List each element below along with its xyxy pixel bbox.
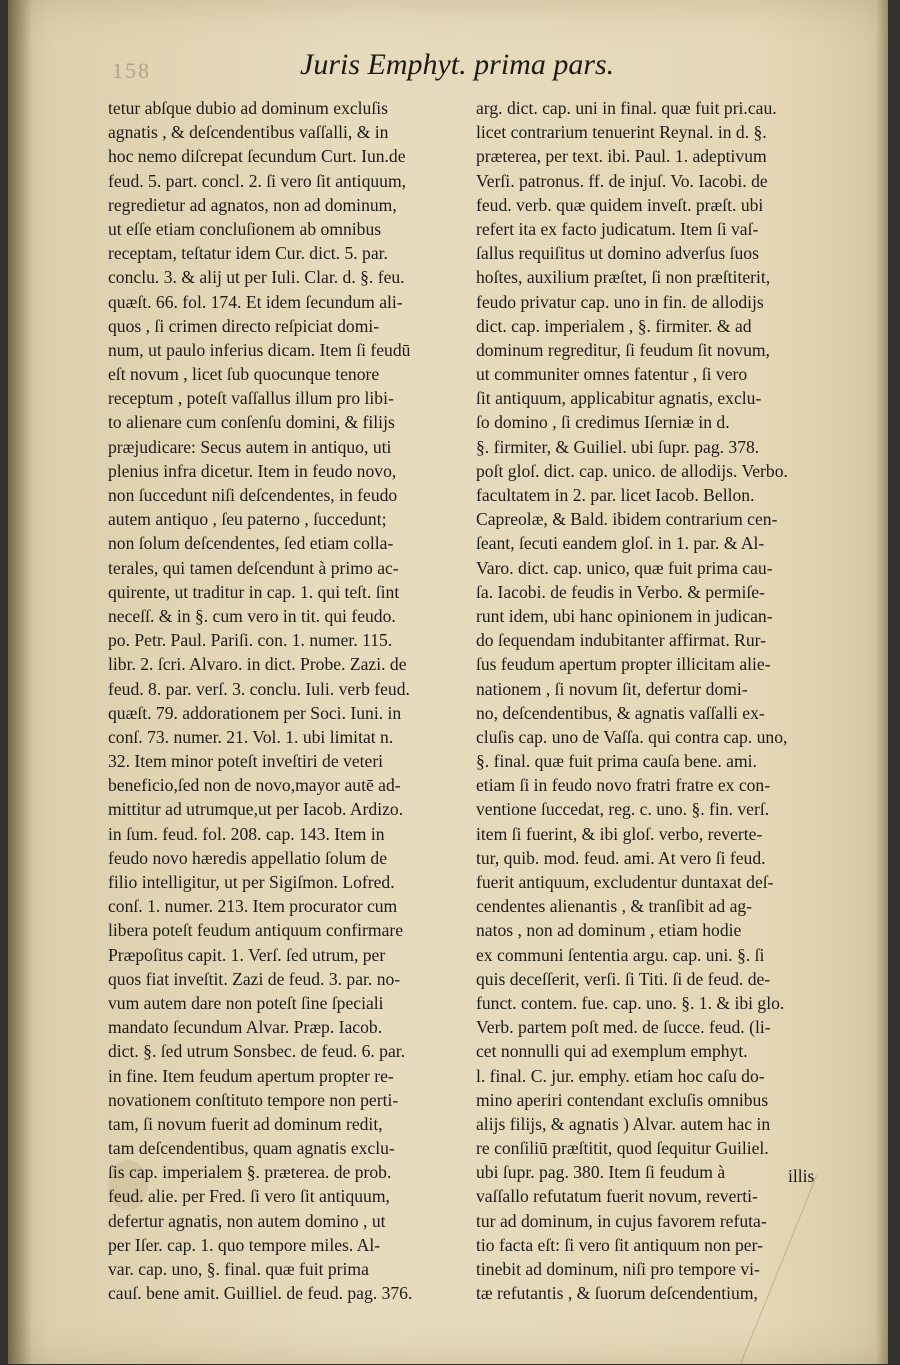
text-line: agnatis , & deſcendentibus vaſſalli, & in: [108, 122, 389, 143]
gutter-shadow: [8, 0, 32, 1364]
text-line: receptam, teſtatur idem Cur. dict. 5. par.: [108, 243, 388, 264]
text-line: quos fiat inveſtit. Zazi de feud. 3. par. no-: [108, 968, 401, 989]
text-line: eſt novum , licet ſub quocunque tenore: [108, 364, 380, 385]
text-line: feud. 5. part. concl. 2. ſi vero ſit antiquum,: [108, 170, 407, 191]
text-line: vaſſallo refutatum fuerit novum, reverti-: [476, 1186, 758, 1207]
text-line: receptum , poteſt vaſſallus illum pro libi-: [108, 388, 394, 409]
left-text-column: [108, 96, 480, 1305]
text-line: funct. contem. fue. cap. uno. §. 1. & ibi glo.: [476, 992, 785, 1013]
text-line: neceſſ. & in §. cum vero in tit. qui feudo.: [108, 605, 396, 626]
text-line: poſt gloſ. dict. cap. unico. de allodijs. Verbo.: [476, 460, 788, 481]
text-line: Verſi. patronus. ff. de injuſ. Vo. Iacobi. de: [476, 170, 768, 191]
text-line: nationem , ſi novum ſit, defertur domi-: [476, 678, 748, 699]
text-line: cauſ. bene amit. Guilliel. de feud. pag. 376.: [108, 1283, 413, 1304]
text-line: ex communi ſententia argu. cap. uni. §. ſi: [476, 944, 765, 965]
text-line: hoc nemo diſcrepat ſecundum Curt. Iun.de: [108, 146, 406, 167]
text-line: Verb. partem poſt med. de ſucce. feud. (li-: [476, 1017, 771, 1038]
text-line: per Iſer. cap. 1. quo tempore miles. Al-: [108, 1234, 381, 1255]
text-line: tur, quib. mod. feud. ami. At vero ſi feud.: [476, 847, 766, 868]
text-line: non ſolum deſcendentes, ſed etiam colla-: [108, 533, 394, 554]
text-line: filio intelligitur, ut per Sigiſmon. Lofred.: [108, 872, 395, 892]
text-line: libera poteſt feudum antiquum confirmare: [108, 920, 404, 941]
text-line: autem antiquo , ſeu paterno , ſuccedunt;: [108, 509, 387, 530]
text-line: tetur abſque dubio ad dominum excluſis: [108, 98, 388, 118]
text-line: in ſum. feud. fol. 208. cap. 143. Item in: [108, 823, 385, 844]
text-line: terales, qui tamen deſcendunt à primo ac-: [108, 557, 399, 578]
text-line: plenius infra dicetur. Item in feudo novo,: [108, 460, 397, 481]
text-line: Varo. dict. cap. unico, quæ fuit prima cau-: [476, 557, 773, 578]
text-line: §. final. quæ fuit prima cauſa bene. ami.: [476, 751, 757, 772]
text-line: in fine. Item feudum apertum propter re-: [108, 1065, 394, 1086]
text-line: tinebit ad dominum, niſi pro tempore vi-: [476, 1259, 760, 1279]
text-line: tam deſcendentibus, quam agnatis exclu-: [108, 1138, 395, 1159]
text-line: ſallus requiſitus ut domino adverſus ſuos: [476, 243, 759, 264]
text-line: ſit antiquum, applicabitur agnatis, exclu-: [476, 388, 762, 409]
text-line: quæſt. 79. addorationem per Soci. Iuni. in: [108, 702, 402, 723]
text-line: mittitur ad utrumque,ut per Iacob. Ardizo.: [108, 799, 404, 820]
text-line: ſis cap. imperialem §. præterea. de prob.: [108, 1162, 392, 1183]
text-line: novationem conſtituto tempore non perti-: [108, 1089, 399, 1110]
text-line: præterea, per text. ibi. Paul. 1. adeptivum: [476, 146, 767, 167]
text-line: alijs filijs, & agnatis ) Alvar. autem hac in: [476, 1113, 771, 1134]
text-line: quos , ſi crimen directo reſpiciat domi-: [108, 315, 380, 336]
text-line: conſ. 73. numer. 21. Vol. 1. ubi limitat n.: [108, 726, 394, 747]
text-line: facultatem in 2. par. licet Iacob. Bellon.: [476, 485, 755, 505]
text-line: var. cap. uno, §. final. quæ fuit prima: [108, 1259, 369, 1279]
text-line: licet contrarium tenuerint Reynal. in d. §.: [476, 122, 767, 143]
text-line: tur ad dominum, in cujus favorem refuta-: [476, 1210, 767, 1231]
text-line: ut eſſe etiam concluſionem ab omnibus: [108, 218, 382, 239]
text-line: tam, ſi novum fuerit ad dominum redit,: [108, 1113, 383, 1134]
page-edge: [876, 0, 888, 1364]
running-head: Juris Emphyt. prima pars.: [300, 48, 615, 81]
text-line: feud. alie. per Fred. ſi vero ſit antiquum,: [108, 1186, 390, 1207]
text-line: libr. 2. ſcri. Alvaro. in dict. Probe. Zazi. de: [108, 654, 407, 675]
text-line: quæſt. 66. fol. 174. Et idem ſecundum ali-: [108, 291, 403, 312]
text-line: feudo novo hæredis appellatio ſolum de: [108, 847, 388, 868]
text-line: quirente, ut traditur in cap. 1. qui teſt. ſint: [108, 581, 400, 602]
text-line: feud. 8. par. verſ. 3. conclu. Iuli. verb feud.: [108, 678, 410, 699]
text-line: cluſis cap. uno de Vaſſa. qui contra cap. uno,: [476, 726, 788, 747]
text-line: etiam ſi in feudo novo fratri fratre ex con-: [476, 775, 771, 796]
text-line: po. Petr. Paul. Pariſi. con. 1. numer. 115.: [108, 630, 393, 651]
text-line: ſo domino , ſi credimus Iſerniæ in d.: [476, 412, 730, 433]
text-line: vum autem dare non poteſt ſine ſpeciali: [108, 992, 384, 1013]
text-line: conclu. 3. & alij ut per Iuli. Clar. d. §. feu.: [108, 267, 405, 288]
text-line: quis deceſſerit, verſi. ſi Titi. ſi de feud. de-: [476, 968, 771, 989]
text-line: mino aperiri contendant excluſis omnibus: [476, 1089, 769, 1110]
text-line: refert ita ex facto judicatum. Item ſi vaſ-: [476, 218, 759, 239]
text-line: Capreolæ, & Bald. ibidem contrarium cen-: [476, 509, 778, 530]
page-number: 158: [112, 58, 151, 83]
text-line: ubi ſupr. pag. 380. Item ſi feudum à: [476, 1162, 726, 1183]
text-line: §. firmiter, & Guiliel. ubi ſupr. pag. 378.: [476, 436, 760, 457]
text-line: regredietur ad agnatos, non ad dominum,: [108, 194, 397, 215]
text-line: 32. Item minor poteſt inveſtiri de veteri: [108, 751, 384, 772]
text-line: do ſequendam indubitanter affirmat. Rur-: [476, 630, 767, 651]
text-line: feud. verb. quæ quidem inveſt. præſt. ubi: [476, 194, 764, 215]
text-line: item ſi fuerint, & ibi gloſ. verbo, reverte-: [476, 823, 763, 844]
text-line: dict. §. ſed utrum Sonsbec. de feud. 6. par.: [108, 1041, 406, 1062]
text-line: natos , non ad dominum , etiam hodie: [476, 920, 742, 941]
text-line: ſeant, ſecuti eandem gloſ. in 1. par. & Al-: [476, 533, 765, 554]
text-line: runt idem, ubi hanc opinionem in judican-: [476, 605, 773, 626]
text-line: defertur agnatis, non autem domino , ut: [108, 1210, 386, 1231]
catchword: illis: [788, 1166, 815, 1186]
text-line: beneficio,ſed non de novo,mayor autē ad-: [108, 775, 401, 796]
text-line: ſus feudum apertum propter illicitam alie-: [476, 654, 771, 675]
text-line: fuerit antiquum, excludentur duntaxat deſ-: [476, 872, 774, 892]
text-line: cendentes alienantis , & tranſibit ad ag-: [476, 896, 753, 917]
text-line: tio facta eſt: ſi vero ſit antiquum non per-: [476, 1234, 763, 1255]
text-line: mandato ſecundum Alvar. Præp. Iacob.: [108, 1017, 383, 1038]
text-line: num, ut paulo inferius dicam. Item ſi feudū: [108, 339, 411, 360]
text-line: conſ. 1. numer. 213. Item procurator cum: [108, 896, 398, 917]
text-line: hoſtes, auxilium præſtet, ſi non præſtiterit,: [476, 267, 771, 288]
text-line: ut communiter omnes fatentur , ſi vero: [476, 364, 748, 385]
text-line: arg. dict. cap. uni in final. quæ fuit pri.cau.: [476, 98, 777, 118]
text-line: no, deſcendentibus, & agnatis vaſſalli ex-: [476, 702, 765, 723]
text-line: ventione ſuccedat, reg. c. uno. §. fin. verſ.: [476, 799, 770, 820]
text-line: re conſiliū præſtitit, quod ſequitur Guiliel.: [476, 1138, 769, 1159]
text-line: Præpoſitus capit. 1. Verſ. ſed utrum, per: [108, 944, 386, 965]
text-line: ſa. Iacobi. de feudis in Verbo. & permiſe-: [476, 581, 765, 602]
text-line: to alienare cum conſenſu domini, & filijs: [108, 412, 395, 433]
text-line: feudo privatur cap. uno in fin. de allodijs: [476, 291, 764, 312]
text-line: tæ refutantis , & ſuorum deſcendentium,: [476, 1283, 758, 1304]
right-text-column: [476, 96, 848, 1305]
text-line: non ſuccedunt niſi deſcendentes, in feudo: [108, 485, 398, 505]
text-line: l. final. C. jur. emphy. etiam hoc caſu do-: [476, 1065, 765, 1086]
text-line: cet nonnulli qui ad exemplum emphyt.: [476, 1041, 748, 1062]
text-line: præjudicare: Secus autem in antiquo, uti: [108, 436, 392, 457]
text-line: dict. cap. imperialem , §. firmiter. & ad: [476, 315, 752, 336]
text-line: dominum regreditur, ſi feudum ſit novum,: [476, 339, 770, 360]
